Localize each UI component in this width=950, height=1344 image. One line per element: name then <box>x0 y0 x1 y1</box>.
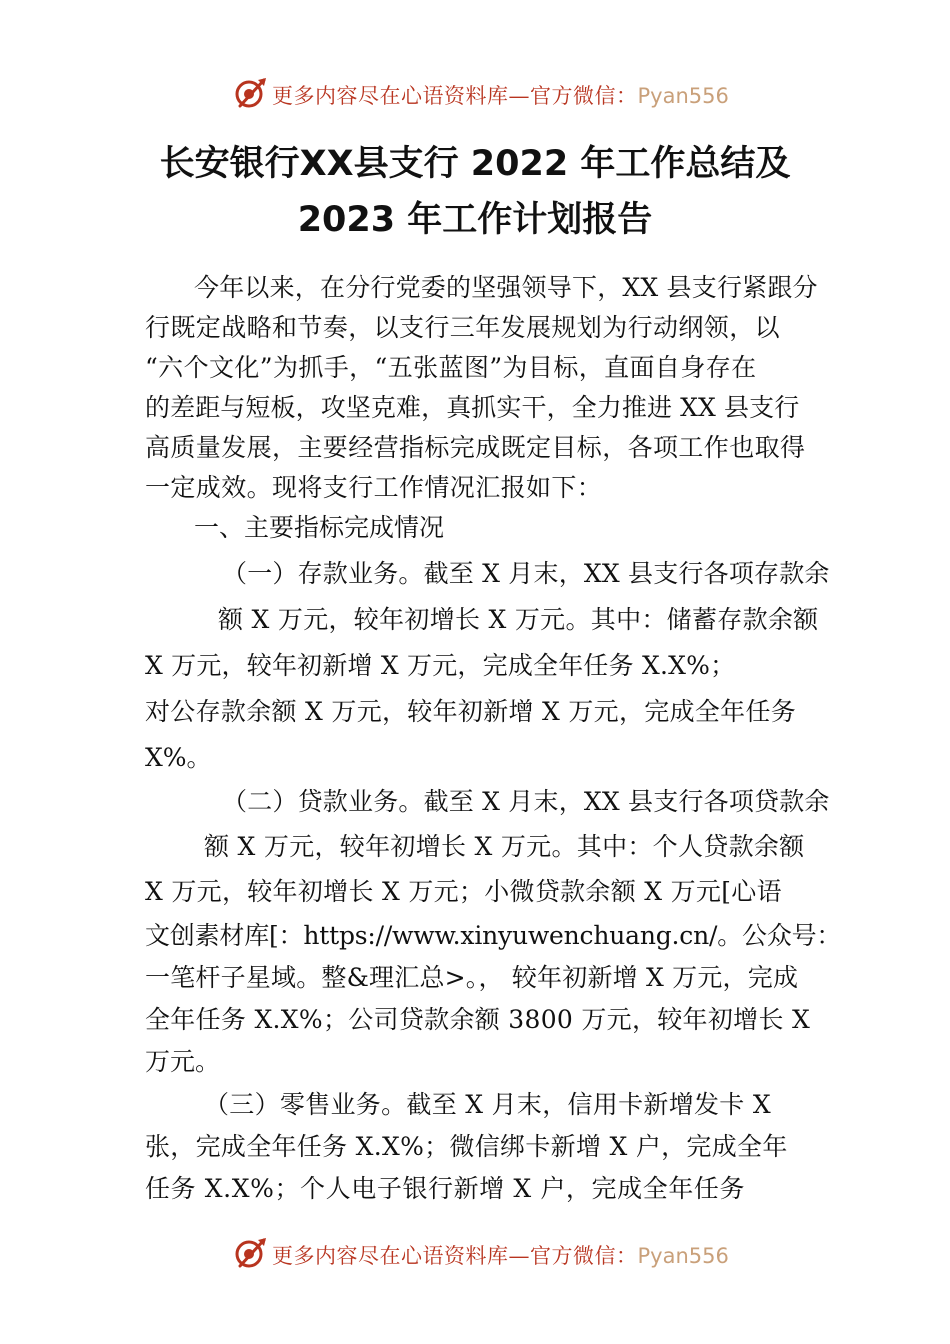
document-title-line-2: 2023 年工作计划报告 <box>297 200 653 240</box>
body-line: （二）贷款业务。截至 X 月末，XX 县支行各项贷款余 <box>222 787 830 816</box>
body-line: 额 X 万元，较年初增长 X 万元。其中：个人贷款余额 <box>204 832 805 861</box>
section-heading: 一、主要指标完成情况 <box>194 513 445 542</box>
document-title-line-1: 长安银行XX县支行 2022 年工作总结及 <box>159 144 791 184</box>
body-line: （一）存款业务。截至 X 月末，XX 县支行各项存款余 <box>222 559 830 588</box>
watermark-banner-bottom <box>0 1234 950 1274</box>
body-line: 高质量发展，主要经营指标完成既定目标，各项工作也取得 <box>145 433 806 462</box>
watermark-text: 更多内容尽在心语资料库—官方微信： <box>272 1244 638 1268</box>
wechat-id: Pyan556 <box>637 84 729 108</box>
body-line: 一笔杆子星域。整&理汇总>。， 较年初新增 X 万元，完成 <box>145 963 799 992</box>
body-line: （三）零售业务。截至 X 月末，信用卡新增发卡 X <box>204 1090 771 1119</box>
body-line: 额 X 万元，较年初增长 X 万元。其中：储蓄存款余额 <box>218 605 819 634</box>
body-line: X 万元，较年初新增 X 万元，完成全年任务 X.X%； <box>145 651 736 680</box>
body-line: 张，完成全年任务 X.X%；微信绑卡新增 X 户，完成全年 <box>145 1132 788 1161</box>
body-line: 文创素材库[：https://www.xinyuwenchuang.cn/。公众号： <box>145 921 842 950</box>
body-line: 行既定战略和节奏，以支行三年发展规划为行动纲领，以 <box>145 313 781 342</box>
body-line: X 万元，较年初增长 X 万元；小微贷款余额 X 万元[心语 <box>145 877 782 906</box>
body-line: 全年任务 X.X%；公司贷款余额 3800 万元，较年初增长 X <box>145 1005 811 1034</box>
body-line: “六个文化”为抓手，“五张蓝图”为目标，直面自身存在 <box>145 353 757 382</box>
body-line: 任务 X.X%；个人电子银行新增 X 户，完成全年任务 <box>145 1174 746 1203</box>
body-line: 万元。 <box>145 1047 221 1076</box>
body-line: 一定成效。现将支行工作情况汇报如下： <box>145 473 603 502</box>
wechat-id: Pyan556 <box>637 1244 729 1268</box>
brush-logo-icon <box>234 76 268 110</box>
body-line: 今年以来，在分行党委的坚强领导下，XX 县支行紧跟分 <box>194 273 818 302</box>
body-line: X%。 <box>145 743 212 772</box>
watermark-banner-top <box>0 74 950 114</box>
watermark-text: 更多内容尽在心语资料库—官方微信： <box>272 84 638 108</box>
body-line: 的差距与短板，攻坚克难，真抓实干，全力推进 XX 县支行 <box>145 393 800 422</box>
brush-logo-icon <box>234 1236 268 1270</box>
body-line: 对公存款余额 X 万元，较年初新增 X 万元，完成全年任务 <box>145 697 797 726</box>
